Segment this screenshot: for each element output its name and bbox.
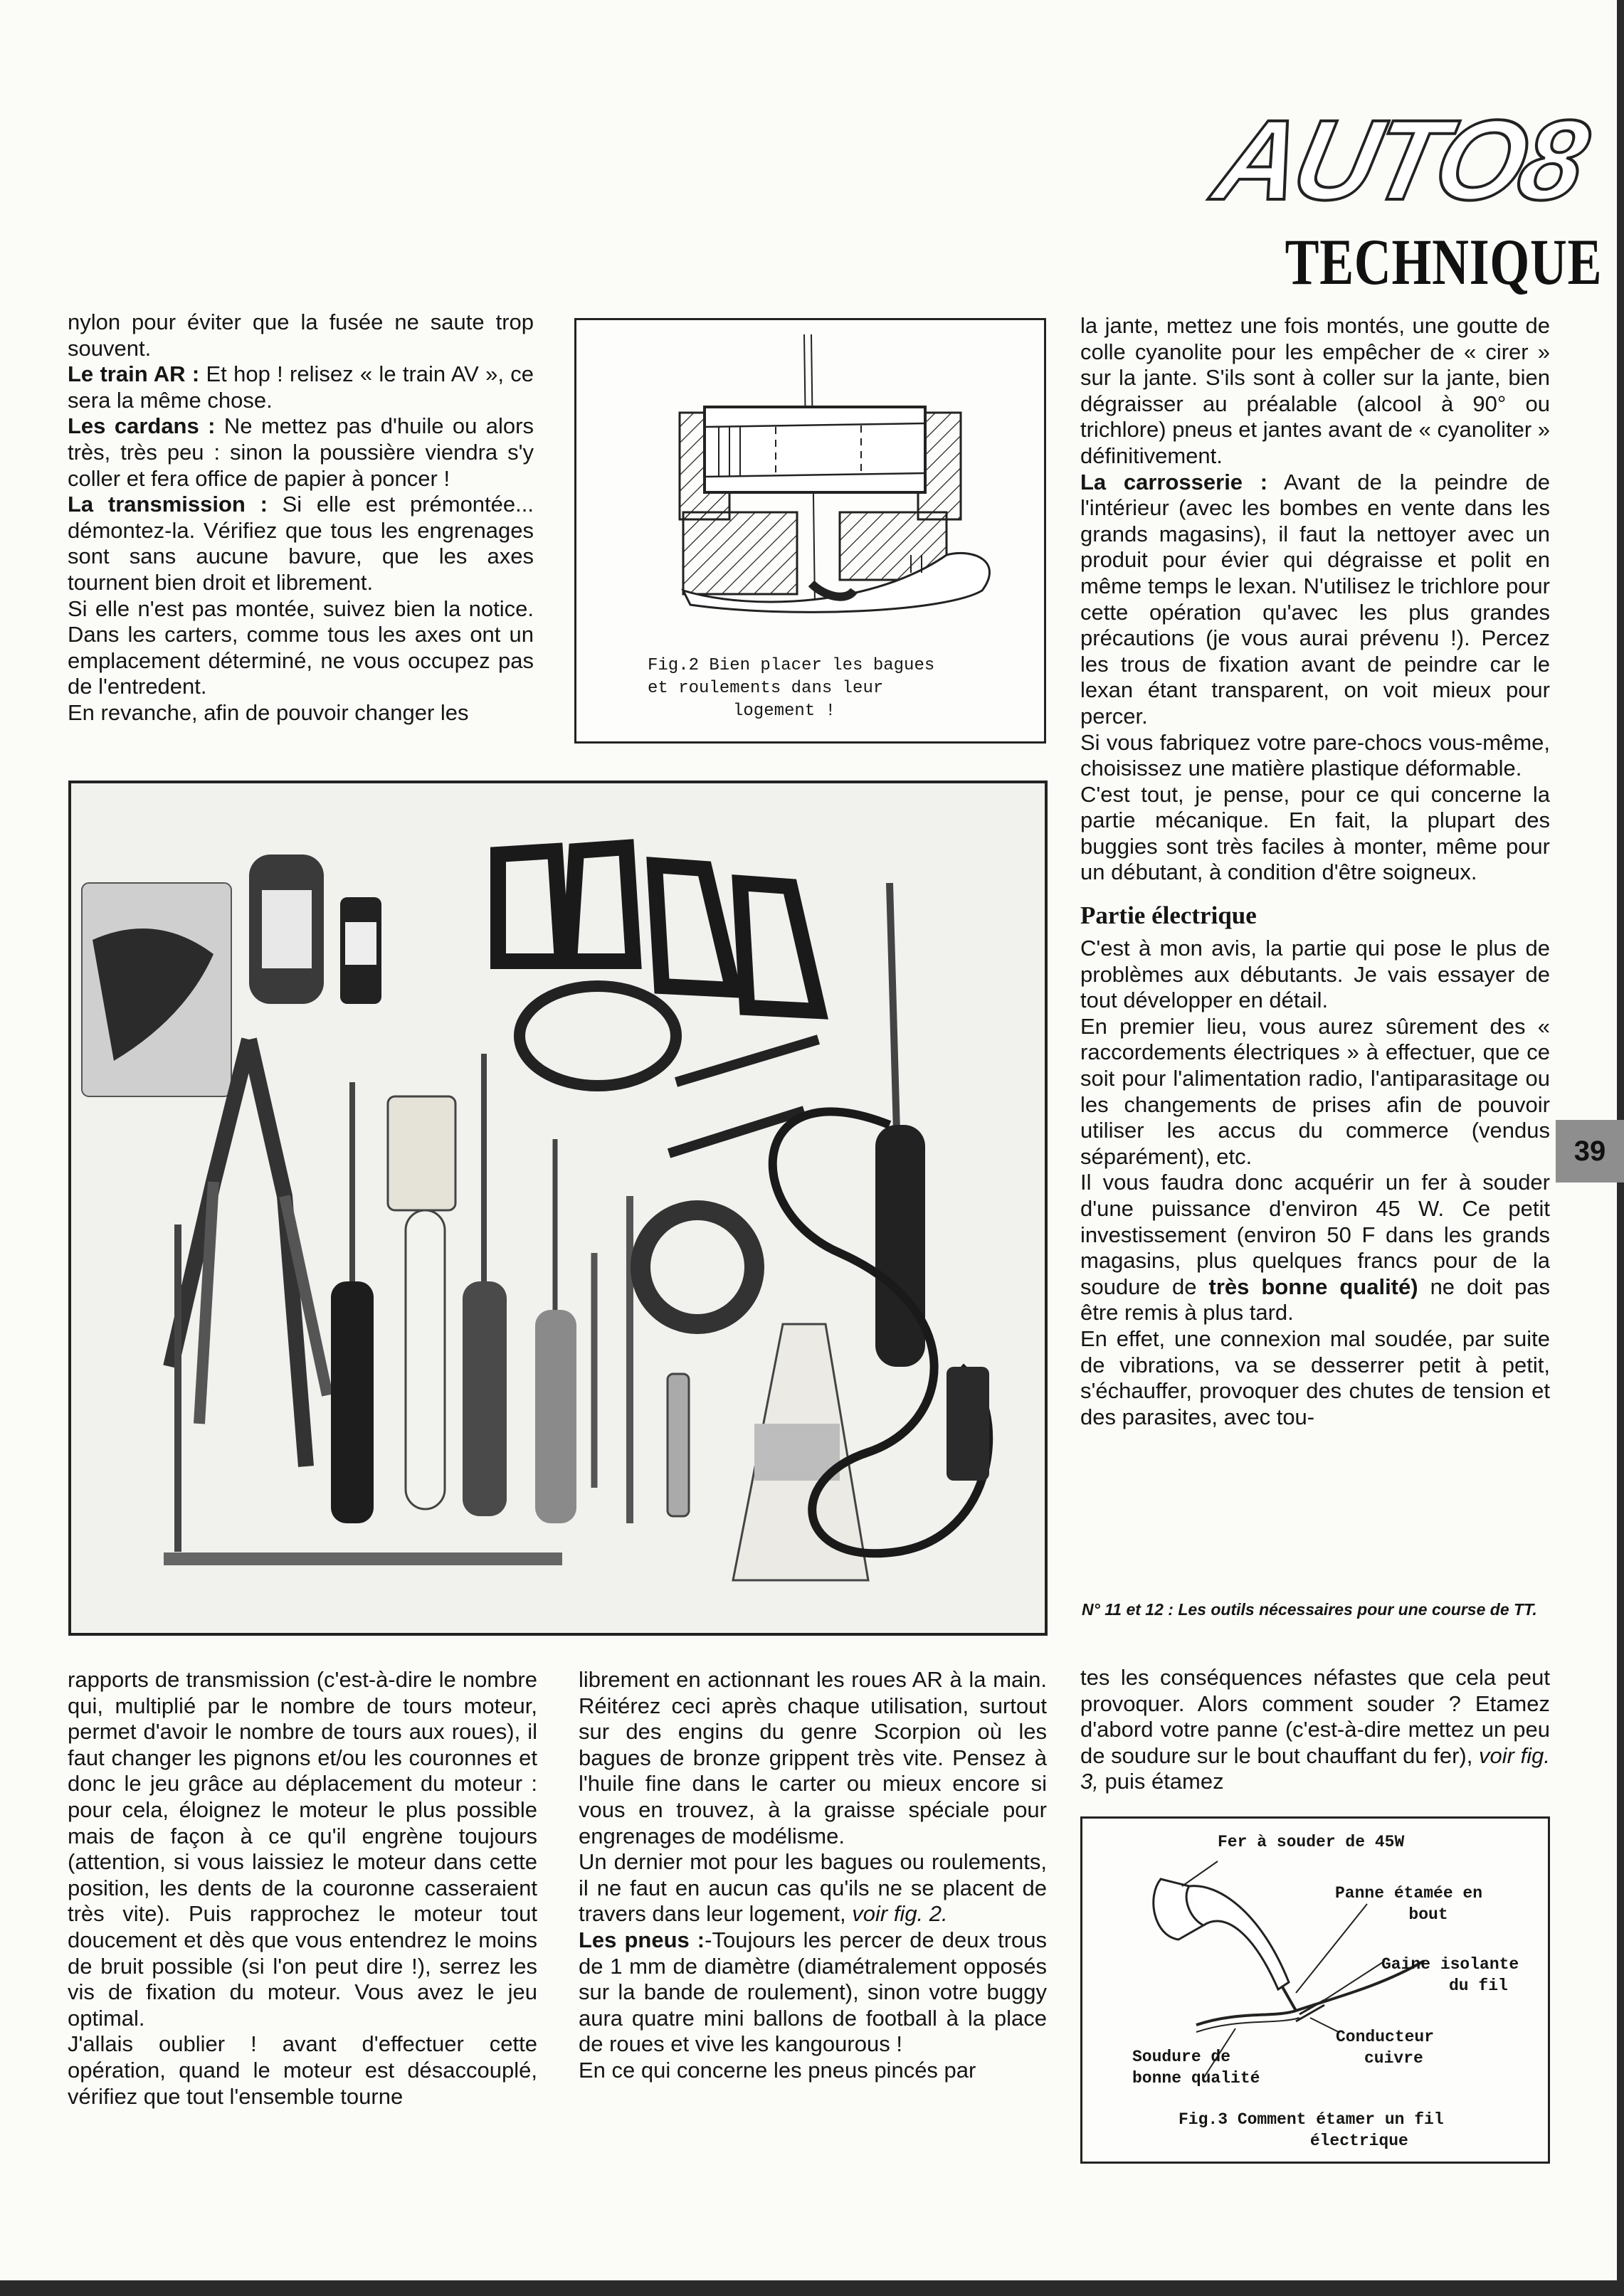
paragraph-lead: Le train AR :: [68, 361, 200, 387]
section-title: TECHNIQUE: [1285, 226, 1603, 298]
paragraph: C'est tout, je pense, pour ce qui concerne la partie mécanique. En fait, la plupart des buggies sont très faciles à monter, même pour un débutant, à condition d'être soigneux.: [1080, 781, 1550, 885]
column-3-bottom: [1080, 1665, 1550, 1795]
column-1-bottom: [68, 1667, 537, 2110]
paragraph: Les cardans : Ne mettez pas d'huile ou alors très, très peu : sinon la poussière viendra s'y coller et fera office de papier à poncer !: [68, 413, 534, 491]
paragraph: La transmission : Si elle est prémontée... démontez-la. Vérifiez que tous les engrenages sont sans aucune bavure, que les axes tournent bien droit et librement.: [68, 492, 534, 595]
column-3-top: [1080, 313, 1550, 1430]
paragraph: Le train AR : Et hop ! relisez « le train AV », ce sera la même chose.: [68, 361, 534, 413]
paragraph: Un dernier mot pour les bagues ou roulements, il ne faut en aucun cas qu'ils ne se placent de travers dans leur logement, voir fig. 2.: [579, 1849, 1047, 1927]
figure-3-caption: Fig.3 Comment étamer un fil électrique: [1179, 2110, 1444, 2150]
label-insulating-sheath: Gaine isolante du fil: [1381, 1955, 1519, 1995]
tools-illustration: [71, 783, 1048, 1636]
label-soldering-iron: Fer à souder de 45W: [1218, 1833, 1405, 1851]
paragraph: C'est à mon avis, la partie qui pose le plus de problèmes aux débutants. Je vais essayer de tout développer en détail.: [1080, 936, 1550, 1013]
figure-reference: voir fig. 3,: [1080, 1742, 1550, 1794]
auto8-logo: [1205, 96, 1595, 223]
logo-lettering: AUTO8: [1205, 96, 1595, 223]
tools-photo: [68, 781, 1048, 1636]
paragraph: En premier lieu, vous aurez sûrement des « raccordements électriques » à effectuer, que ce soit pour l'alimentation radio, l'antiparasitage ou les changements de prises afin de pouvoir utiliser les accus du commerce (vendus séparément), etc.: [1080, 1013, 1550, 1169]
paragraph: En effet, une connexion mal soudée, par suite de vibrations, va se desserrer petit à petit, s'échauffer, provoquer des chutes de tension et des parasites, avec tou-: [1080, 1326, 1550, 1429]
column-1-top: [68, 310, 534, 726]
paragraph: En ce qui concerne les pneus pincés par: [579, 2057, 976, 2083]
paragraph: Les pneus :-Toujours les percer de deux trous de 1 mm de diamètre (diamétralement opposés sur la bande de roulement), sinon votre buggy aura quatre mini ballons de football à la place de roues et vive les kangourous !: [579, 1927, 1047, 2057]
label-solder-quality: Soudure de bonne qualité: [1132, 2048, 1260, 2088]
paragraph: rapports de transmission (c'est-à-dire le nombre qui, multiplié par le nombre de tours moteur, permet d'avoir le nombre de tours aux roues), il faut changer les pignons et/ou les couronnes et donc le jeu grâce au déplacement du moteur : pour cela, éloignez le moteur le plus possible mais de façon à ce qu'il engrène toujours (attention, si vous laissiez le moteur dans cette position, les dents de la couronne casseraient très vite). Puis rapprochez le moteur tout doucement et dès que vous entendrez le moins de bruit possible (si l'on peut dire !), serrez les vis de fixation du moteur. Vous avez le jeu optimal.: [68, 1667, 537, 2031]
column-2-bottom: [579, 1667, 1047, 2084]
subheading-electric: Partie électrique: [1080, 901, 1257, 930]
paragraph-lead: Les pneus :: [579, 1927, 705, 1952]
paragraph-lead: La carrosserie :: [1080, 469, 1268, 494]
paragraph: En revanche, afin de pouvoir changer les: [68, 699, 469, 725]
paragraph: Si elle n'est pas montée, suivez bien la notice. Dans les carters, comme tous les axes ont un emplacement déterminé, ne vous occupez pas de l'entredent.: [68, 596, 534, 699]
paragraph: la jante, mettez une fois montés, une goutte de colle cyanolite pour les empêcher de « cirer » sur la jante. S'ils sont à coller sur la jante, bien dégraisser au préalable (alcool à 90° ou trichlore) pneus et jantes avant de « cyanoliter » définitivement.: [1080, 313, 1550, 468]
figure-3-soldering-diagram: [1080, 1816, 1550, 2164]
page-number: 39: [1556, 1120, 1624, 1183]
paragraph: La carrosserie : Avant de la peindre de l'intérieur (avec les bombes en vente dans les grands magasins), il faut la nettoyer avec un produit pour évier qui dégraisse et polit en même temps le lexan. N'utilisez le trichlore pour cette opération qu'avec les plus grandes précautions (je vous aurai prévenu !). Percez les trous de fixation avant de peindre car le lexan étant transparent, on voit mieux pour percer.: [1080, 469, 1550, 729]
label-copper-conductor: Conducteur cuivre: [1336, 2028, 1435, 2068]
paragraph-lead: La transmission :: [68, 492, 268, 517]
paragraph-lead: Les cardans :: [68, 413, 216, 439]
photo-caption: N° 11 et 12 : Les outils nécessaires pour une course de TT.: [1082, 1600, 1537, 1619]
label-tinned-tip: Panne étamée en bout: [1335, 1884, 1483, 1924]
paragraph: Si vous fabriquez votre pare-chocs vous-même, choisissez une matière plastique déformable.: [1080, 729, 1550, 781]
paragraph: tes les conséquences néfastes que cela peut provoquer. Alors comment souder ? Etamez d'abord votre panne (c'est-à-dire mettez un peu de soudure sur le bout chauffant du fer), voir fig. 3, puis étamez: [1080, 1665, 1550, 1794]
paragraph: nylon pour éviter que la fusée ne saute trop souvent.: [68, 310, 534, 361]
figure-reference: voir fig. 2.: [852, 1901, 948, 1927]
figure-2-bearing-diagram: [574, 318, 1046, 744]
figure-2-caption: Fig.2 Bien placer les bagues et roulements dans leur logement !: [648, 656, 935, 721]
paragraph: Il vous faudra donc acquérir un fer à souder d'une puissance d'environ 45 W. Ce petit investissement (environ 50 F dans les grands magasins, plus quelques francs pour de la soudure de très bonne qualité) ne doit pas être remis à plus tard.: [1080, 1170, 1550, 1326]
paragraph: librement en actionnant les roues AR à la main. Réitérez ceci après chaque utilisation, surtout sur des engins du genre Scorpion où les bagues de bronze grippent très vite. Pensez à l'huile fine dans le carter ou mieux encore si vous en trouvez, à la graisse spéciale pour engrenages de modélisme.: [579, 1667, 1047, 1848]
paragraph: J'allais oublier ! avant d'effectuer cette opération, quand le moteur est désaccouplé, vérifiez que tout l'ensemble tourne: [68, 2031, 537, 2109]
